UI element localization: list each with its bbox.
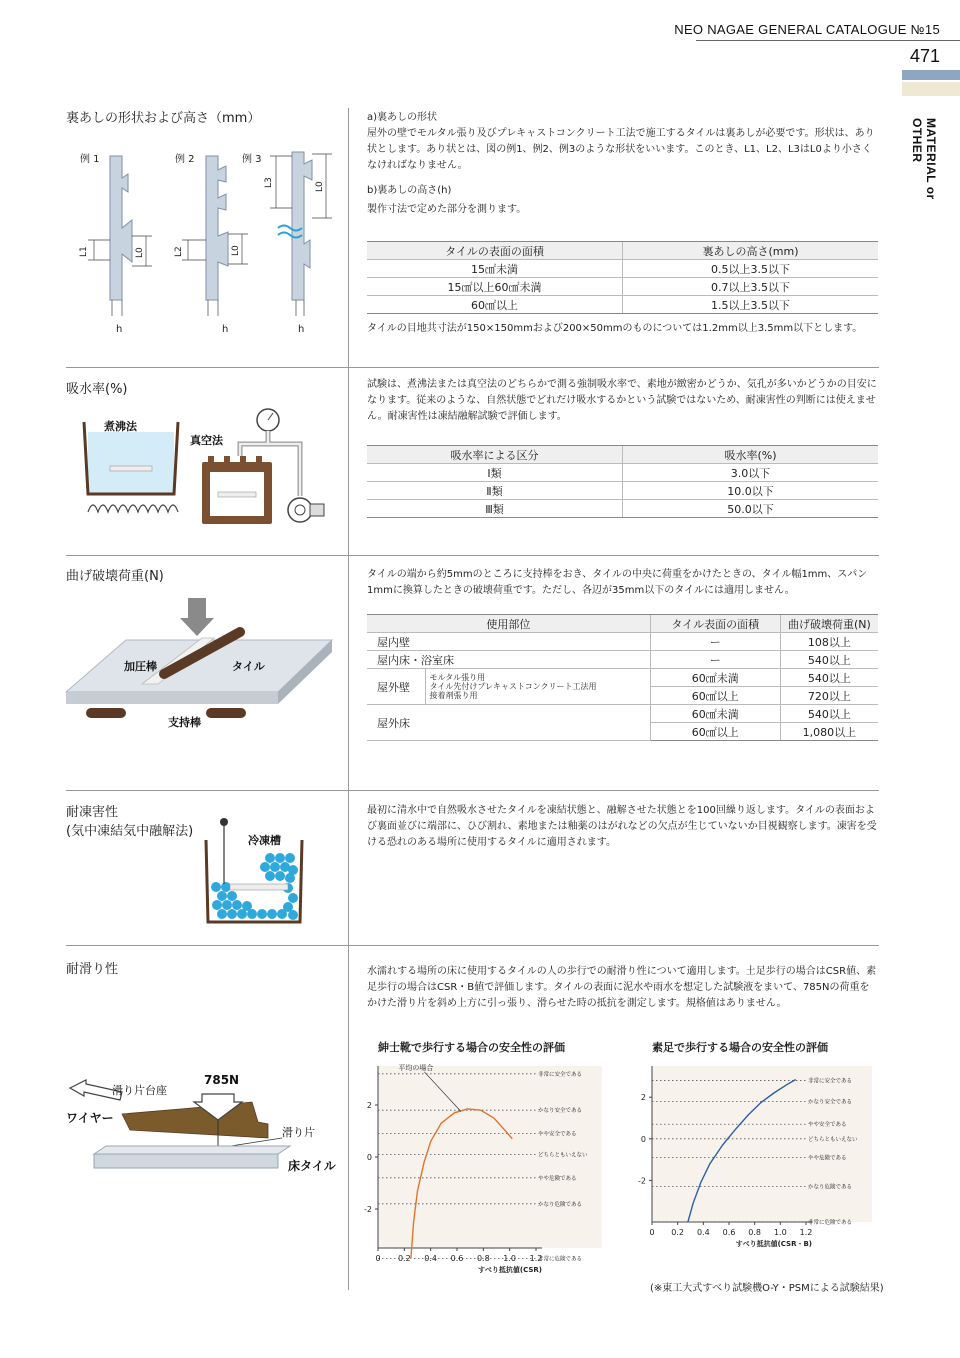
tile-profile-3 xyxy=(292,152,312,300)
table-cell: 60㎠以上 xyxy=(367,296,623,314)
table-cell: 1,080以上 xyxy=(780,723,878,741)
x-tick-label: 0 xyxy=(649,1228,655,1237)
table-cell: 108以上 xyxy=(780,633,878,651)
x-axis-label: すべり抵抗値(CSR・B) xyxy=(735,1240,812,1248)
table-cell: 720以上 xyxy=(780,687,878,705)
frost-description: 最初に清水中で自然吸水させたタイルを凍結状態と、融解させた状態とを100回繰り返します。タイルの表面および裏面並びに端部に、ひび割れ、素地または釉薬のはがれなどの欠点が生じていないか目視観察します。凍害を受ける恐れのある場所に使用するタイルに適用されます。 xyxy=(367,805,877,848)
x-tick-label: 1.2 xyxy=(799,1228,813,1237)
table-row xyxy=(367,705,878,723)
header-rule xyxy=(696,40,960,41)
level-label: やや安全である xyxy=(808,1122,847,1129)
height-subheading: b)裏あしの高さ(h) xyxy=(367,185,452,196)
table-row xyxy=(367,500,878,518)
slip-diagram xyxy=(62,1068,348,1180)
usage-note: モルタル張り用 xyxy=(429,672,486,682)
x-tick-label: 0.4 xyxy=(696,1228,710,1237)
table-cell: 3.0以下 xyxy=(623,464,879,482)
example-1-label: 例 1 xyxy=(80,154,100,165)
level-label: 非常に安全である xyxy=(538,1071,583,1078)
boiling-method-label: 煮沸法 xyxy=(104,420,137,433)
table-cell: Ⅰ類 xyxy=(367,464,623,482)
chart-title-shoes: 紳士靴で歩行する場合の安全性の評価 xyxy=(378,1041,565,1054)
load-label: 785N xyxy=(204,1073,240,1087)
level-label: 非常に危険である xyxy=(538,1256,583,1263)
page-number: 471 xyxy=(909,46,940,66)
table-row xyxy=(367,669,878,687)
x-tick-label: 0.8 xyxy=(476,1254,490,1263)
table-cell: 屋内壁 xyxy=(367,633,650,651)
y-tick-label: -2 xyxy=(364,1205,372,1214)
example-3-label: 例 3 xyxy=(242,154,262,165)
dim-L0-label-1: L0 xyxy=(135,247,145,258)
section-title-back-feet: 裏あしの形状および高さ（mm） xyxy=(66,111,261,126)
x-tick-label: 0.2 xyxy=(671,1228,685,1237)
dim-L3-label: L3 xyxy=(264,177,274,188)
level-label: かなり安全である xyxy=(538,1108,583,1115)
table-cell: 540以上 xyxy=(780,651,878,669)
index-tab-beige xyxy=(902,82,960,96)
table-cell: 60㎠以上 xyxy=(650,723,780,741)
joint-size-note: タイルの目地共寸法が150×150mmおよび200×50mmのものについては1.2mm以上3.5mm以下とします。 xyxy=(367,323,863,334)
table-cell: 0.7以上3.5以下 xyxy=(623,278,879,296)
x-tick-label: 0 xyxy=(375,1254,381,1263)
freezing-tank-label: 冷凍槽 xyxy=(248,834,281,847)
table-row xyxy=(367,278,878,296)
section-divider xyxy=(66,555,879,556)
index-tab-blue xyxy=(902,70,960,80)
level-label: やや安全である xyxy=(538,1131,577,1138)
x-tick-label: 1.0 xyxy=(773,1228,787,1237)
table-cell: 屋外床 xyxy=(367,705,650,741)
level-label: 非常に危険である xyxy=(808,1220,853,1226)
x-tick-label: 0.2 xyxy=(397,1254,411,1263)
table-header: 吸水率による区分 xyxy=(367,446,623,464)
back-feet-height-table xyxy=(367,241,878,314)
load-arrow-icon xyxy=(180,598,214,636)
table-cell: 屋内床・浴室床 xyxy=(367,651,650,669)
level-label: かなり危険である xyxy=(538,1201,583,1208)
table-cell: 15㎠未満 xyxy=(367,260,623,278)
absorption-class-table xyxy=(367,445,878,518)
table-row xyxy=(367,482,878,500)
table-cell: 15㎠以上60㎠未満 xyxy=(367,278,623,296)
section-title-bending: 曲げ破壊荷重(N) xyxy=(66,569,164,584)
shoe-slip-chart xyxy=(364,1058,624,1280)
section-title-absorption: 吸水率(%) xyxy=(66,382,128,397)
table-header: 使用部位 xyxy=(367,615,650,633)
dim-h-label-1: h xyxy=(116,324,123,335)
x-tick-label: 0.4 xyxy=(424,1254,438,1263)
level-label: やや危険である xyxy=(808,1155,847,1162)
section-divider xyxy=(66,367,879,368)
support-rod-label: 支持棒 xyxy=(168,716,201,729)
column-divider xyxy=(348,108,349,1290)
y-tick-label: 0 xyxy=(640,1134,646,1144)
x-axis-label: すべり抵抗値(CSR) xyxy=(478,1266,542,1274)
y-tick-label: 2 xyxy=(640,1093,646,1103)
table-row xyxy=(367,260,878,278)
barefoot-slip-chart xyxy=(640,1058,896,1254)
annotation-label: 平均の場合 xyxy=(398,1063,434,1072)
shape-description: 屋外の壁でモルタル張り及びプレキャストコンクリート工法で施工するタイルは裏あしが必要です。形状は、あり状とします。あり状とは、図の例1、例2、例3のような形状をいいます。このとき、L1、L2、L3はL0より小さくなければなりません。 xyxy=(367,128,875,171)
bending-diagram xyxy=(66,592,346,742)
table-row xyxy=(367,651,878,669)
table-cell: 60㎠未満 xyxy=(650,669,780,687)
slip-description: 水濡れする場所の床に使用するタイルの人の歩行での耐滑り性について適用します。土足歩行の場合はCSR値、素足歩行の場合はCSR・B値で評価します。タイルの表面に泥水や雨水を想定した試験液をまいて、785Nの荷重をかけた滑り片を斜め上方に引っ張り、滑らせた時の抵抗を測定します。規格値はありません。 xyxy=(367,966,877,1009)
table-cell: 50.0以下 xyxy=(623,500,879,518)
bending-description: タイルの端から約5mmのところに支持棒をおき、タイルの中央に荷重をかけたときの、タイル幅1mm、スパン1mmに換算したときの破壊荷重です。ただし、各辺が35mm以下のタイルには適用しません。 xyxy=(367,569,868,596)
dim-L0-label-3: L0 xyxy=(315,181,325,192)
usage-note: 接着剤張り用 xyxy=(429,691,478,701)
bending-load-table xyxy=(367,614,878,741)
table-cell: 540以上 xyxy=(780,669,878,687)
table-cell: 0.5以上3.5以下 xyxy=(623,260,879,278)
table-header: 裏あしの高さ(mm) xyxy=(623,242,879,260)
table-cell: 60㎠以上 xyxy=(650,687,780,705)
absorption-description: 試験は、煮沸法または真空法のどちらかで測る強制吸水率で、素地が緻密かどうか、気孔が多いかどうかの目安になります。従来のような、自然状態でどれだけ吸水するかという試験ではないため、耐凍害性の判断には使えません。耐凍害性は凍結融解試験で評価します。 xyxy=(367,379,877,422)
slider-label: 滑り片 xyxy=(282,1126,315,1139)
table-cell: Ⅱ類 xyxy=(367,482,623,500)
section-title-slip: 耐滑り性 xyxy=(66,962,119,977)
table-cell: 540以上 xyxy=(780,705,878,723)
dim-L2-label: L2 xyxy=(174,246,184,257)
table-cell: Ⅲ類 xyxy=(367,500,623,518)
level-label: かなり安全である xyxy=(808,1099,853,1106)
dim-h-label-3: h xyxy=(298,324,305,335)
section-divider xyxy=(66,945,879,946)
shape-subheading: a)裏あしの形状 xyxy=(367,112,438,123)
wire-label: ワイヤー xyxy=(66,1111,114,1125)
y-tick-label: -2 xyxy=(638,1176,646,1186)
table-cell: 1.5以上3.5以下 xyxy=(623,296,879,314)
chart-title-barefoot: 素足で歩行する場合の安全性の評価 xyxy=(652,1041,828,1054)
example-2-label: 例 2 xyxy=(175,154,195,165)
section-divider xyxy=(66,790,879,791)
vacuum-method-label: 真空法 xyxy=(190,434,223,447)
tile-profile-2 xyxy=(206,156,228,300)
section-title-frost xyxy=(66,804,193,842)
press-rod-label: 加圧棒 xyxy=(124,660,157,673)
usage-note: タイル先付けプレキャストコンクリート工法用 xyxy=(429,681,597,691)
x-tick-label: 0.6 xyxy=(450,1254,464,1263)
absorption-diagram xyxy=(78,400,338,530)
level-label: どちらともいえない xyxy=(808,1136,858,1143)
x-tick-label: 0.6 xyxy=(722,1228,736,1237)
level-label: やや危険である xyxy=(538,1175,577,1182)
frost-title-line-2: (気中凍結気中融解法) xyxy=(66,823,194,839)
x-tick-label: 1.2 xyxy=(529,1254,543,1263)
table-row xyxy=(367,633,878,651)
back-feet-diagram xyxy=(70,140,340,340)
table-cell: 10.0以下 xyxy=(623,482,879,500)
height-description: 製作寸法で定めた部分を測ります。 xyxy=(367,204,527,215)
table-header: タイルの表面の面積 xyxy=(367,242,623,260)
table-header: タイル表面の面積 xyxy=(650,615,780,633)
x-tick-label: 0.8 xyxy=(748,1228,762,1237)
table-cell: 屋外壁 xyxy=(367,669,425,705)
level-label: かなり危険である xyxy=(808,1184,853,1191)
tile-profile-1 xyxy=(110,156,132,300)
table-cell xyxy=(425,669,650,705)
slider-base-label: 滑り片台座 xyxy=(112,1084,167,1097)
dim-L1-label: L1 xyxy=(79,246,89,257)
frost-diagram xyxy=(200,810,310,930)
table-cell: ー xyxy=(650,633,780,651)
y-tick-label: 0 xyxy=(366,1153,372,1162)
table-row xyxy=(367,464,878,482)
y-tick-label: 2 xyxy=(366,1101,372,1110)
dim-h-label-2: h xyxy=(222,324,229,335)
vacuum-pump-icon xyxy=(288,498,312,522)
side-section-label: MATERIAL or OTHER xyxy=(910,118,938,200)
heater-coil-icon xyxy=(88,505,178,512)
table-cell: ー xyxy=(650,651,780,669)
table-cell: 60㎠未満 xyxy=(650,705,780,723)
table-row xyxy=(367,296,878,314)
dim-L0-label-2: L0 xyxy=(231,245,241,256)
frost-title-line-1: 耐凍害性 xyxy=(66,805,119,820)
level-label: どちらともいえない xyxy=(538,1152,588,1159)
level-label: 非常に安全である xyxy=(808,1078,853,1085)
x-tick-label: 1.0 xyxy=(503,1254,517,1263)
floor-tile-label: 床タイル xyxy=(288,1159,336,1173)
tile-label: タイル xyxy=(232,660,265,673)
table-header: 吸水率(%) xyxy=(623,446,879,464)
catalogue-title: NEO NAGAE GENERAL CATALOGUE №15 xyxy=(674,22,940,37)
table-header: 曲げ破壊荷重(N) xyxy=(780,615,878,633)
plot-area xyxy=(652,1066,872,1222)
test-machine-note: (※東工大式すべり試験機O-Y・PSMによる試験結果) xyxy=(650,1283,884,1294)
